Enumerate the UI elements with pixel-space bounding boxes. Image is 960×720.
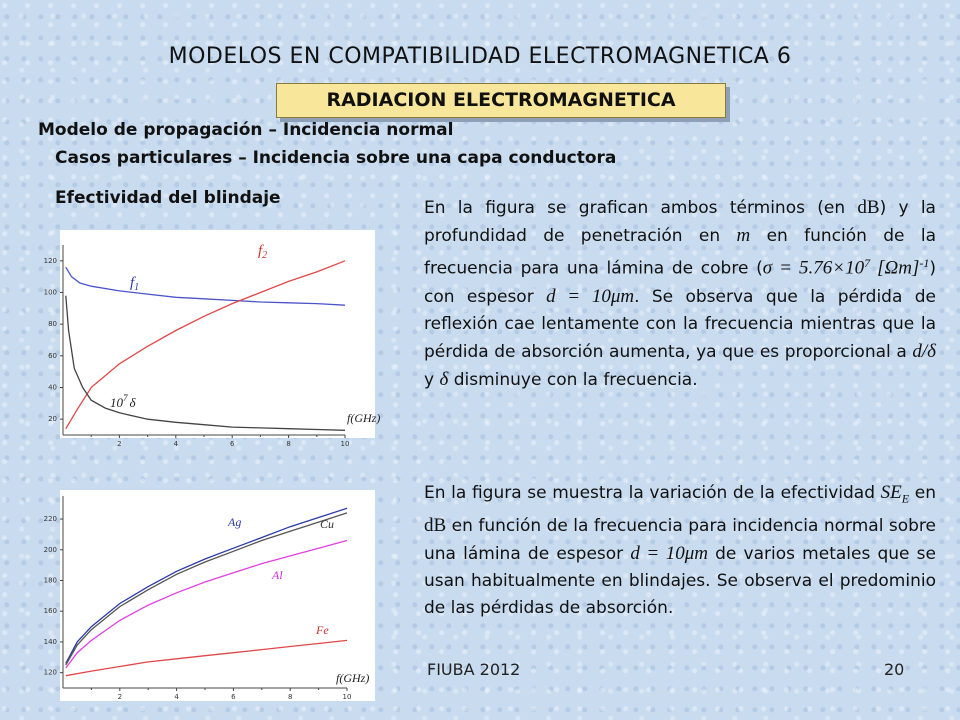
label-al: Al bbox=[272, 568, 283, 582]
y-tick-label: 80 bbox=[48, 320, 57, 329]
x-tick-label: 8 bbox=[287, 693, 293, 701]
y-tick-label: 220 bbox=[43, 515, 57, 524]
text: y bbox=[424, 369, 440, 390]
y-tick-label: 20 bbox=[48, 415, 57, 424]
math: m bbox=[736, 225, 751, 246]
x-axis-label: f(GHz) bbox=[336, 671, 370, 685]
y-tick-label: 120 bbox=[43, 668, 57, 677]
y-tick-label: 180 bbox=[43, 576, 57, 585]
plot-area bbox=[60, 230, 375, 438]
text: disminuye con la frecuencia. bbox=[448, 369, 698, 390]
text: ) y la profundidad de penetración en bbox=[424, 198, 936, 246]
footer-institution: FIUBA 2012 bbox=[427, 660, 521, 679]
x-tick-label: 2 bbox=[117, 440, 122, 448]
math: dB bbox=[857, 197, 880, 218]
label-delta: $10^7$ δ bbox=[110, 393, 136, 410]
x-tick-label: 8 bbox=[286, 440, 291, 448]
chart-copper-terms bbox=[30, 225, 381, 448]
heading-model: Modelo de propagación – Incidencia normal bbox=[38, 120, 454, 140]
y-tick-label: 100 bbox=[43, 288, 57, 297]
text: de varios metales que se usan habitualmente en blindajes. Se observa el predominio de las pérdidas de absorción. bbox=[424, 544, 937, 619]
text: en función de la frecuencia para incidencia normal sobre una lámina de espesor bbox=[424, 516, 936, 565]
label-f2: $f_2$ bbox=[258, 243, 268, 261]
y-tick-label: 160 bbox=[43, 607, 57, 616]
text: ) con espesor bbox=[424, 258, 937, 307]
y-tick-label: 40 bbox=[48, 383, 57, 392]
chart-copper-svg bbox=[30, 225, 381, 448]
x-tick-label: 4 bbox=[173, 440, 179, 448]
page-number: 20 bbox=[884, 660, 905, 679]
label-fe: Fe bbox=[316, 623, 329, 637]
label-cu: Cu bbox=[320, 517, 335, 531]
text: en función de la frecuencia para una lámina de cobre ( bbox=[424, 226, 936, 279]
x-axis-label: f(GHz) bbox=[347, 411, 381, 425]
text: en bbox=[909, 483, 937, 503]
math: σ = 5.76×10 bbox=[762, 257, 865, 279]
x-tick-label: 10 bbox=[342, 693, 352, 701]
x-tick-label: 10 bbox=[340, 440, 350, 448]
x-tick-label: 6 bbox=[229, 440, 235, 448]
label-f1: $f_1$ bbox=[130, 275, 140, 293]
label-ag: Ag bbox=[228, 515, 242, 529]
math: -1 bbox=[919, 256, 930, 270]
heading-shielding: Efectividad del blindaje bbox=[55, 188, 281, 208]
x-tick-label: 6 bbox=[231, 693, 236, 701]
y-tick-label: 140 bbox=[43, 637, 57, 646]
paragraph-metals bbox=[424, 479, 936, 622]
math: d = 10μm bbox=[546, 285, 635, 307]
math: δ bbox=[439, 368, 449, 390]
y-tick-label: 60 bbox=[48, 351, 57, 360]
text: En la figura se muestra la variación de la efectividad bbox=[424, 483, 881, 503]
chart-metals-svg bbox=[30, 488, 380, 703]
slide-title: MODELOS EN COMPATIBILIDAD ELECTROMAGNETICA 6 bbox=[168, 44, 792, 69]
math: E bbox=[901, 491, 910, 506]
math: d/δ bbox=[912, 340, 936, 362]
math: SE bbox=[880, 482, 902, 503]
math: [Ωm] bbox=[870, 257, 920, 279]
math: 7 bbox=[864, 256, 871, 270]
text: . Se observa que la pérdida de reflexión cae lentamente con la frecuencia mientras que la pérdida de absorción aumenta, ya que es proporcional a bbox=[424, 286, 936, 362]
y-tick-label: 120 bbox=[43, 256, 57, 265]
x-tick-label: 4 bbox=[174, 693, 179, 701]
y-tick-label: 200 bbox=[43, 545, 57, 554]
section-subtitle: RADIACION ELECTROMAGNETICA bbox=[276, 83, 726, 118]
math: dB bbox=[424, 515, 447, 537]
x-tick-label: 2 bbox=[117, 693, 123, 701]
chart-metals-effectiveness bbox=[30, 488, 380, 703]
text: En la figura se grafican ambos términos (en bbox=[424, 198, 858, 218]
math: d = 10μm bbox=[630, 543, 708, 565]
paragraph-copper bbox=[424, 194, 936, 394]
heading-cases: Casos particulares – Incidencia sobre una capa conductora bbox=[55, 148, 617, 168]
